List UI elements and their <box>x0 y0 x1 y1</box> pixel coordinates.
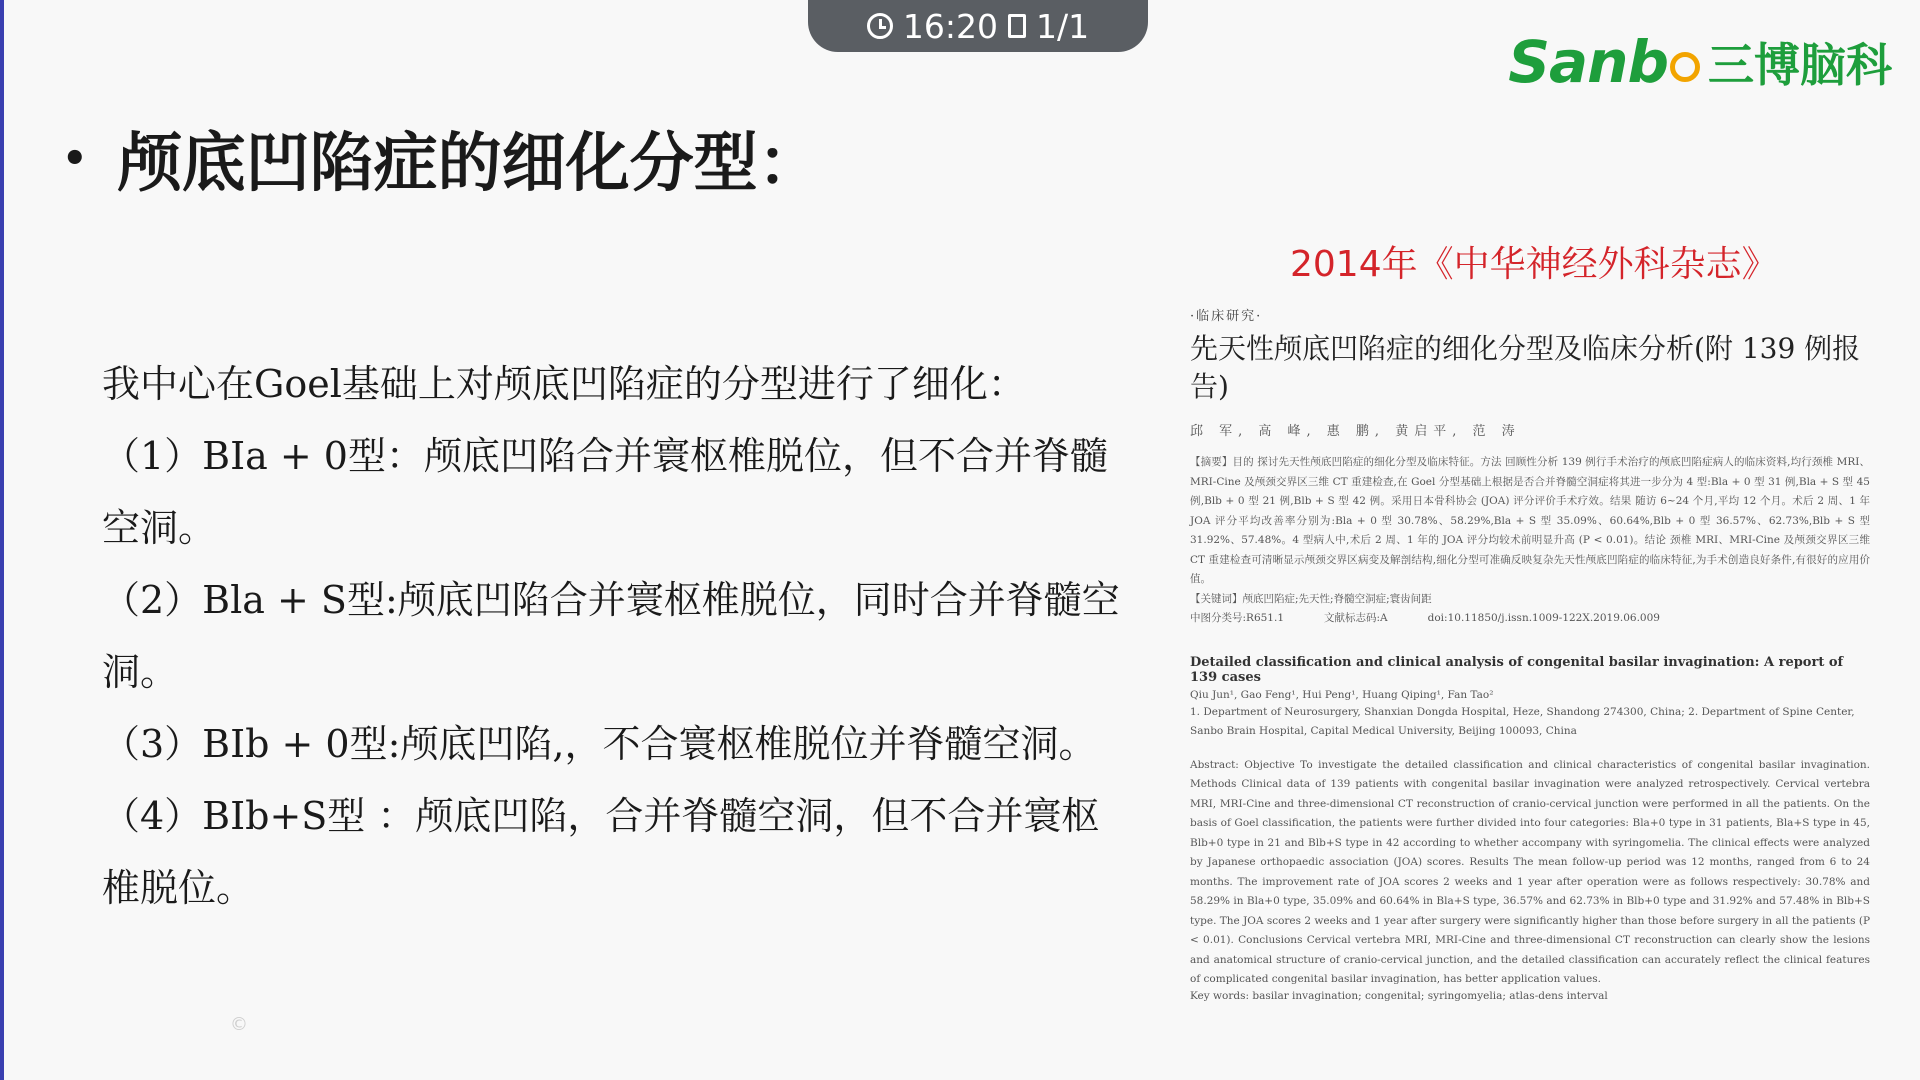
journal-citation: 2014年《中华神经外科杂志》 <box>1290 244 1778 285</box>
paper-cn-keywords-text: 【关键词】颅底凹陷症;先天性;脊髓空洞症;寰齿间距 <box>1190 592 1432 605</box>
slide-title <box>62 112 822 204</box>
copyright-mark: © <box>230 1014 248 1035</box>
paper-doi: doi:10.11850/j.issn.1009-122X.2019.06.009 <box>1427 612 1660 624</box>
body-item-1: （1）BIa + 0型：颅底凹陷合并寰枢椎脱位，但不合并脊髓空洞。 <box>102 434 1108 550</box>
paper-en-abstract: Abstract: Objective To investigate the detailed classification and clinical characteristics of congenital basilar invagination. Methods Clinical data of 139 patients with congenital basilar invagination were analyzed retrospectively. Cervical vertebra MRI, MRI-Cine and three-dimensional CT reconstruction of cranio-cervical junction were performed in all the patients. On the basis of Goel classification, the patients were further divided into four categories: Bla+0 type in 31 patients, Bla+S type in 45, Blb+0 type in 21 and Blb+S type in 42 according to whether accompany with syringomelia. The clinical effects were analyzed by Japanese orthopaedic association (JOA) scores. Results The mean follow-up period was 12 months, ranged from 6 to 24 months. The improvement rate of JOA scores 2 weeks and 1 year after operation were as follows respectively: 30.78% and 58.29% in Bla+0 type, 35.09% and 60.64% in Bla+S type, 36.57% and 62.73% in Blb+0 type and 31.92% and 57.48% in Blb+S type. The JOA scores 2 weeks and 1 year after surgery were significantly higher than those before surgery in all the patients (P < 0.01). Conclusions Cervical vertebra MRI, MRI-Cine and three-dimensional CT reconstruction can clearly show the lesions and anatomical structure of cranio-cervical junction, and the detailed classification can accurately reflect the clinical features of complicated congenital basilar invagination, has better application values. <box>1190 758 1871 985</box>
bullet-icon: • <box>62 134 88 182</box>
page-icon <box>1008 14 1026 38</box>
body-intro: 我中心在Goel基础上对颅底凹陷症的分型进行了细化： <box>102 362 1026 406</box>
paper-en-affiliation: 1. Department of Neurosurgery, Shanxian Dongda Hospital, Heze, Shandong 274300, China; 2. Department of Spine Center, Sanbo Brain Hospital, Capital Medical University, Beijing 100093, China <box>1190 705 1855 737</box>
paper-cn-title: 先天性颅底凹陷症的细化分型及临床分析(附 139 例报告) <box>1190 332 1861 403</box>
slide-body <box>102 348 1132 924</box>
logo-circle-icon <box>1670 52 1700 82</box>
paper-cn-abstract: 【摘要】目的 探讨先天性颅底凹陷症的细化分型及临床特征。方法 回顾性分析 139 例行手术治疗的颅底凹陷症病人的临床资料,均行颈椎 MRI、MRI-Cine 及颅颈交界区三维 CT 重建检查,在 Goel 分型基础上根据是否合并脊髓空洞症将其进一步分为 4 型:Bla + 0 型 31 例,Bla + S 型 45 例,Blb + 0 型 21 例,Blb + S 型 42 例。采用日本骨科协会 (JOA) 评分评价手术疗效。结果 随访 6~24 个月,平均 12 个月。术后 2 周、1 年 JOA 评分平均改善率分别为:Bla + 0 型 30.78%、58.29%,Bla + S 型 35.09%、60.64%,Blb + 0 型 36.57%、62.73%,Blb + S 型 31.92%、57.48%。4 型病人中,术后 2 周、1 年的 JOA 评分均较术前明显升高 (P < 0.01)。结论 颈椎 MRI、MRI-Cine 及颅颈交界区三维 CT 重建检查可清晰显示颅颈交界区病变及解剖结构,细化分型可准确反映复杂先天性颅底凹陷症的临床特征,为手术创造良好条件,有很好的应用价值。 <box>1190 456 1870 585</box>
paper-cn-authors: 邱 军, 高 峰, 惠 鹏, 黄启平, 范 涛 <box>1190 424 1521 439</box>
time-display: 16:20 <box>902 6 998 46</box>
paper-section-label: ·临床研究· <box>1190 309 1263 324</box>
paper-en-keywords: Key words: basilar invagination; congenital; syringomyelia; atlas-dens interval <box>1190 989 1608 1002</box>
paper-excerpt-image <box>1190 305 1870 1002</box>
slide-title-text: 颅底凹陷症的细化分型： <box>117 126 822 201</box>
body-item-4: （4）BIb+S型 ：颅底凹陷，合并脊髓空洞，但不合并寰枢椎脱位。 <box>102 794 1100 910</box>
paper-meta-row <box>1190 609 1870 629</box>
paper-cn-keywords <box>1190 590 1870 610</box>
page-counter: 1/1 <box>1036 6 1090 46</box>
paper-doc-code: 文献标志码:A <box>1324 612 1388 624</box>
body-item-3: （3）BIb + 0型:颅底凹陷,，不合寰枢椎脱位并脊髓空洞。 <box>102 722 1097 766</box>
window-edge <box>0 0 4 1080</box>
paper-en-title: Detailed classification and clinical analysis of congenital basilar invagination: A report of 139 cases <box>1190 654 1844 685</box>
body-item-2: （2）Bla + S型:颅底凹陷合并寰枢椎脱位，同时合并脊髓空洞。 <box>102 578 1120 694</box>
paper-class-number: 中图分类号:R651.1 <box>1190 612 1285 624</box>
paper-en-authors: Qiu Jun¹, Gao Feng¹, Hui Peng¹, Huang Qiping¹, Fan Tao² <box>1190 688 1494 701</box>
presentation-status-bar[interactable] <box>808 0 1148 52</box>
logo-latin-text: Sanb <box>1508 28 1668 96</box>
sanbo-logo <box>1508 28 1892 96</box>
logo-chinese-text: 三博脑科 <box>1708 38 1892 92</box>
clock-icon <box>867 13 893 39</box>
